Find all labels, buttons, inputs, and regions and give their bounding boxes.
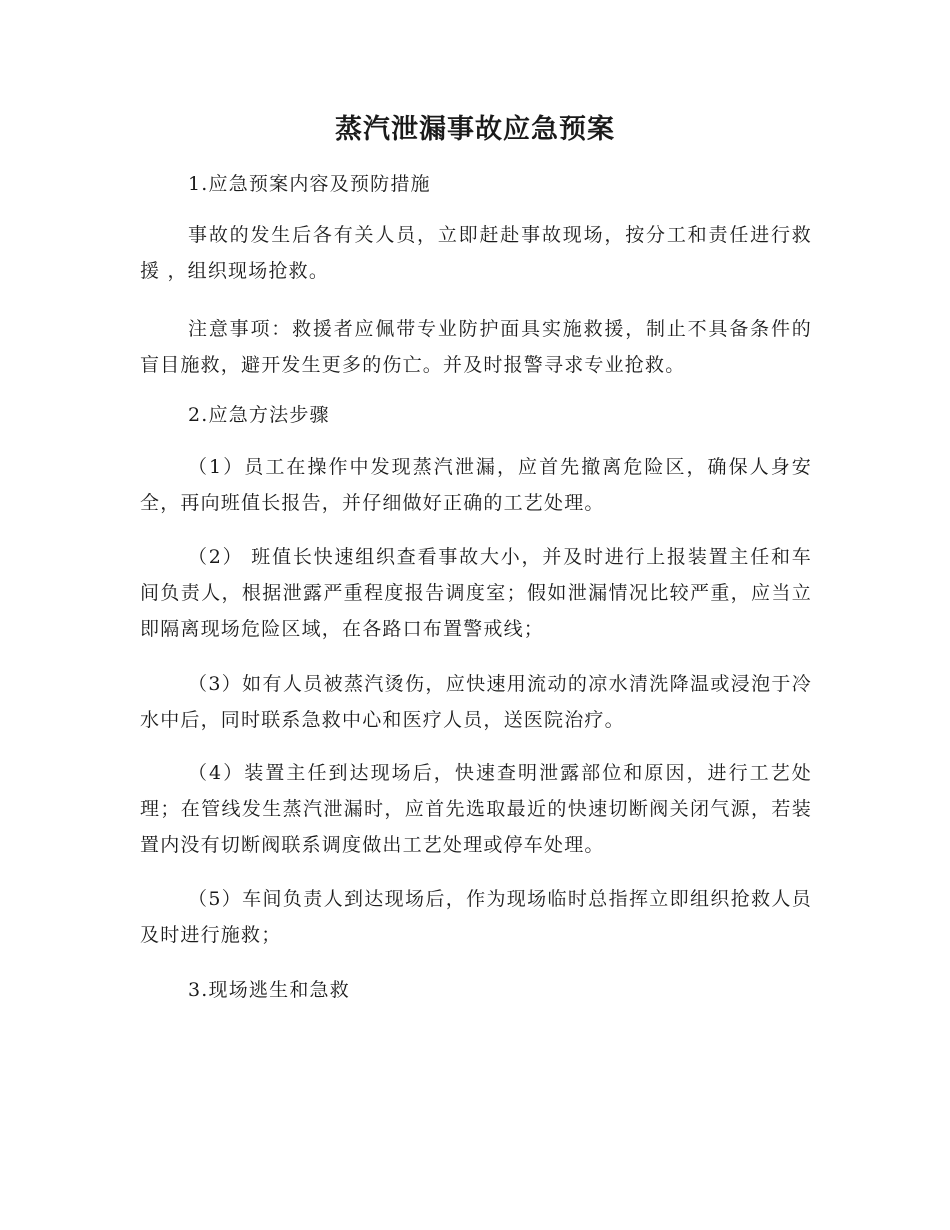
step-5: （5）车间负责人到达现场后，作为现场临时总指挥立即组织抢救人员及时进行施救； (140, 888, 812, 946)
step-1: （1）员工在操作中发现蒸汽泄漏，应首先撤离危险区，确保人身安全，再向班值长报告，并仔细做好正确的工艺处理。 (140, 456, 812, 514)
paragraph-notes: 注意事项：救援者应佩带专业防护面具实施救援，制止不具备条件的盲目施救，避开发生更多的伤亡。并及时报警寻求专业抢救。 (140, 318, 812, 376)
section-heading-1: 1.应急预案内容及预防措施 (188, 173, 431, 195)
section-heading-2: 2.应急方法步骤 (188, 404, 330, 426)
step-3: （3）如有人员被蒸汽烫伤，应快速用流动的凉水清洗降温或浸泡于冷水中后，同时联系急救中心和医疗人员，送医院治疗。 (140, 673, 812, 731)
paragraph-rescue: 事故的发生后各有关人员，立即赶赴事故现场，按分工和责任进行救援 ，组织现场抢救。 (140, 224, 812, 282)
section-heading-3: 3.现场逃生和急救 (188, 979, 350, 1001)
document-title: 蒸汽泄漏事故应急预案 (335, 114, 615, 145)
step-4: （4）装置主任到达现场后，快速查明泄露部位和原因，进行工艺处理；在管线发生蒸汽泄漏时，应首先选取最近的快速切断阀关闭气源，若装置内没有切断阀联系调度做出工艺处理或停车处理。 (140, 762, 812, 856)
step-2: （2） 班值长快速组织查看事故大小，并及时进行上报装置主任和车间负责人，根据泄露严重程度报告调度室；假如泄漏情况比较严重，应当立即隔离现场危险区域，在各路口布置警戒线； (140, 546, 812, 640)
